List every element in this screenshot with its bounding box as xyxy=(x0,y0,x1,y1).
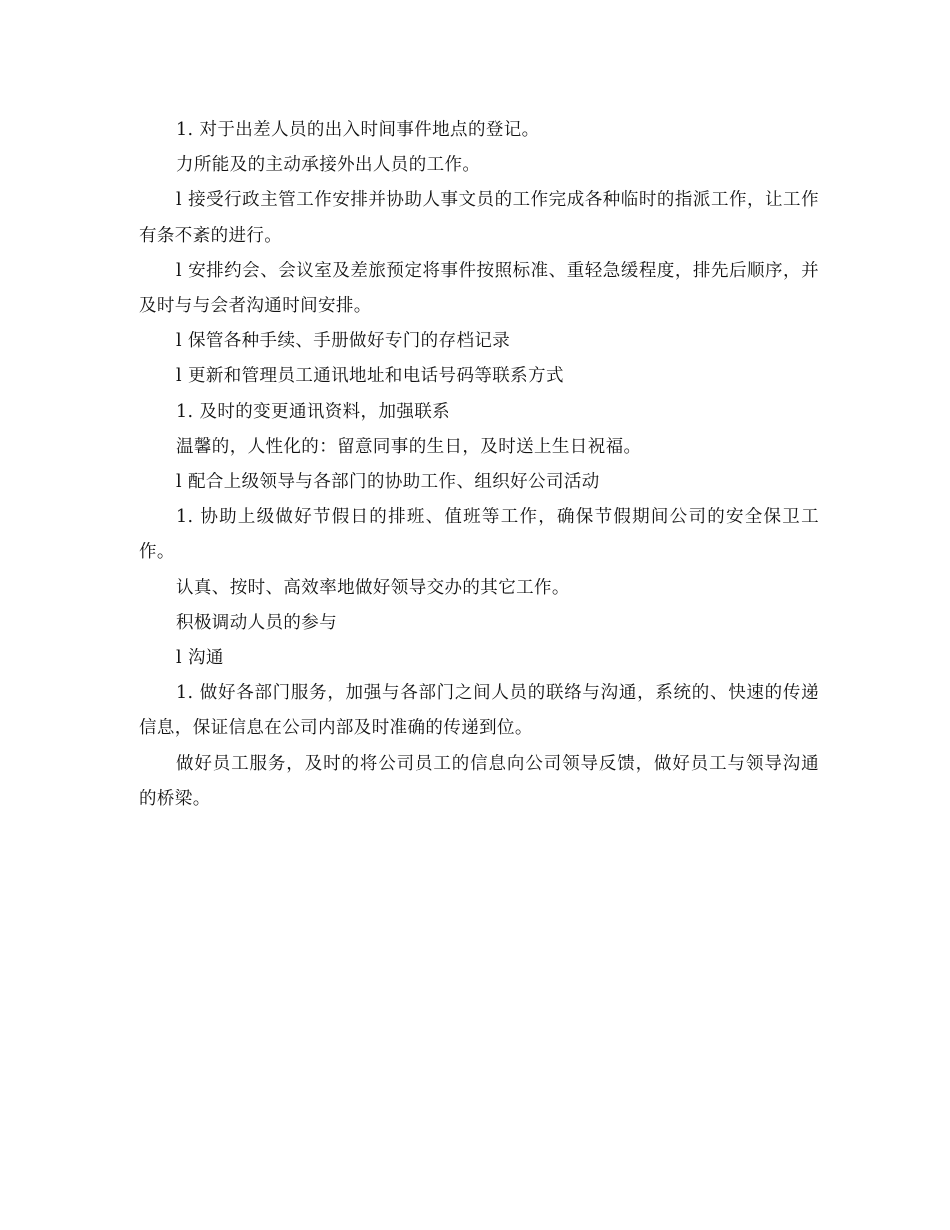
paragraph: l 配合上级领导与各部门的协助工作、组织好公司活动 xyxy=(176,472,600,493)
document-body xyxy=(139,113,819,817)
paragraph: l 接受行政主管工作安排并协助人事文员的工作完成各种临时的指派工作，让工作有条不紊的进行。 xyxy=(139,190,819,246)
paragraph: l 沟通 xyxy=(176,648,224,669)
paragraph: 积极调动人员的参与 xyxy=(176,612,338,633)
paragraph: 温馨的，人性化的：留意同事的生日，及时送上生日祝福。 xyxy=(176,436,642,457)
paragraph: l 更新和管理员工通讯地址和电话号码等联系方式 xyxy=(176,366,564,387)
paragraph: 1. 做好各部门服务，加强与各部门之间人员的联络与沟通，系统的、快速的传递信息，保证信息在公司内部及时准确的传递到位。 xyxy=(139,683,819,739)
paragraph: 力所能及的主动承接外出人员的工作。 xyxy=(176,155,481,176)
paragraph: 1. 协助上级做好节假日的排班、值班等工作，确保节假期间公司的安全保卫工作。 xyxy=(139,507,819,563)
paragraph: 1. 对于出差人员的出入时间事件地点的登记。 xyxy=(176,120,540,140)
paragraph: 认真、按时、高效率地做好领导交办的其它工作。 xyxy=(176,577,570,598)
paragraph: l 安排约会、会议室及差旅预定将事件按照标准、重轻急缓程度，排先后顺序，并及时与与会者沟通时间安排。 xyxy=(139,260,819,317)
paragraph: 做好员工服务，及时的将公司员工的信息向公司领导反馈，做好员工与领导沟通的桥梁。 xyxy=(139,753,819,809)
paragraph: 1. 及时的变更通讯资料，加强联系 xyxy=(176,401,451,422)
paragraph: l 保管各种手续、手册做好专门的存档记录 xyxy=(176,331,511,352)
